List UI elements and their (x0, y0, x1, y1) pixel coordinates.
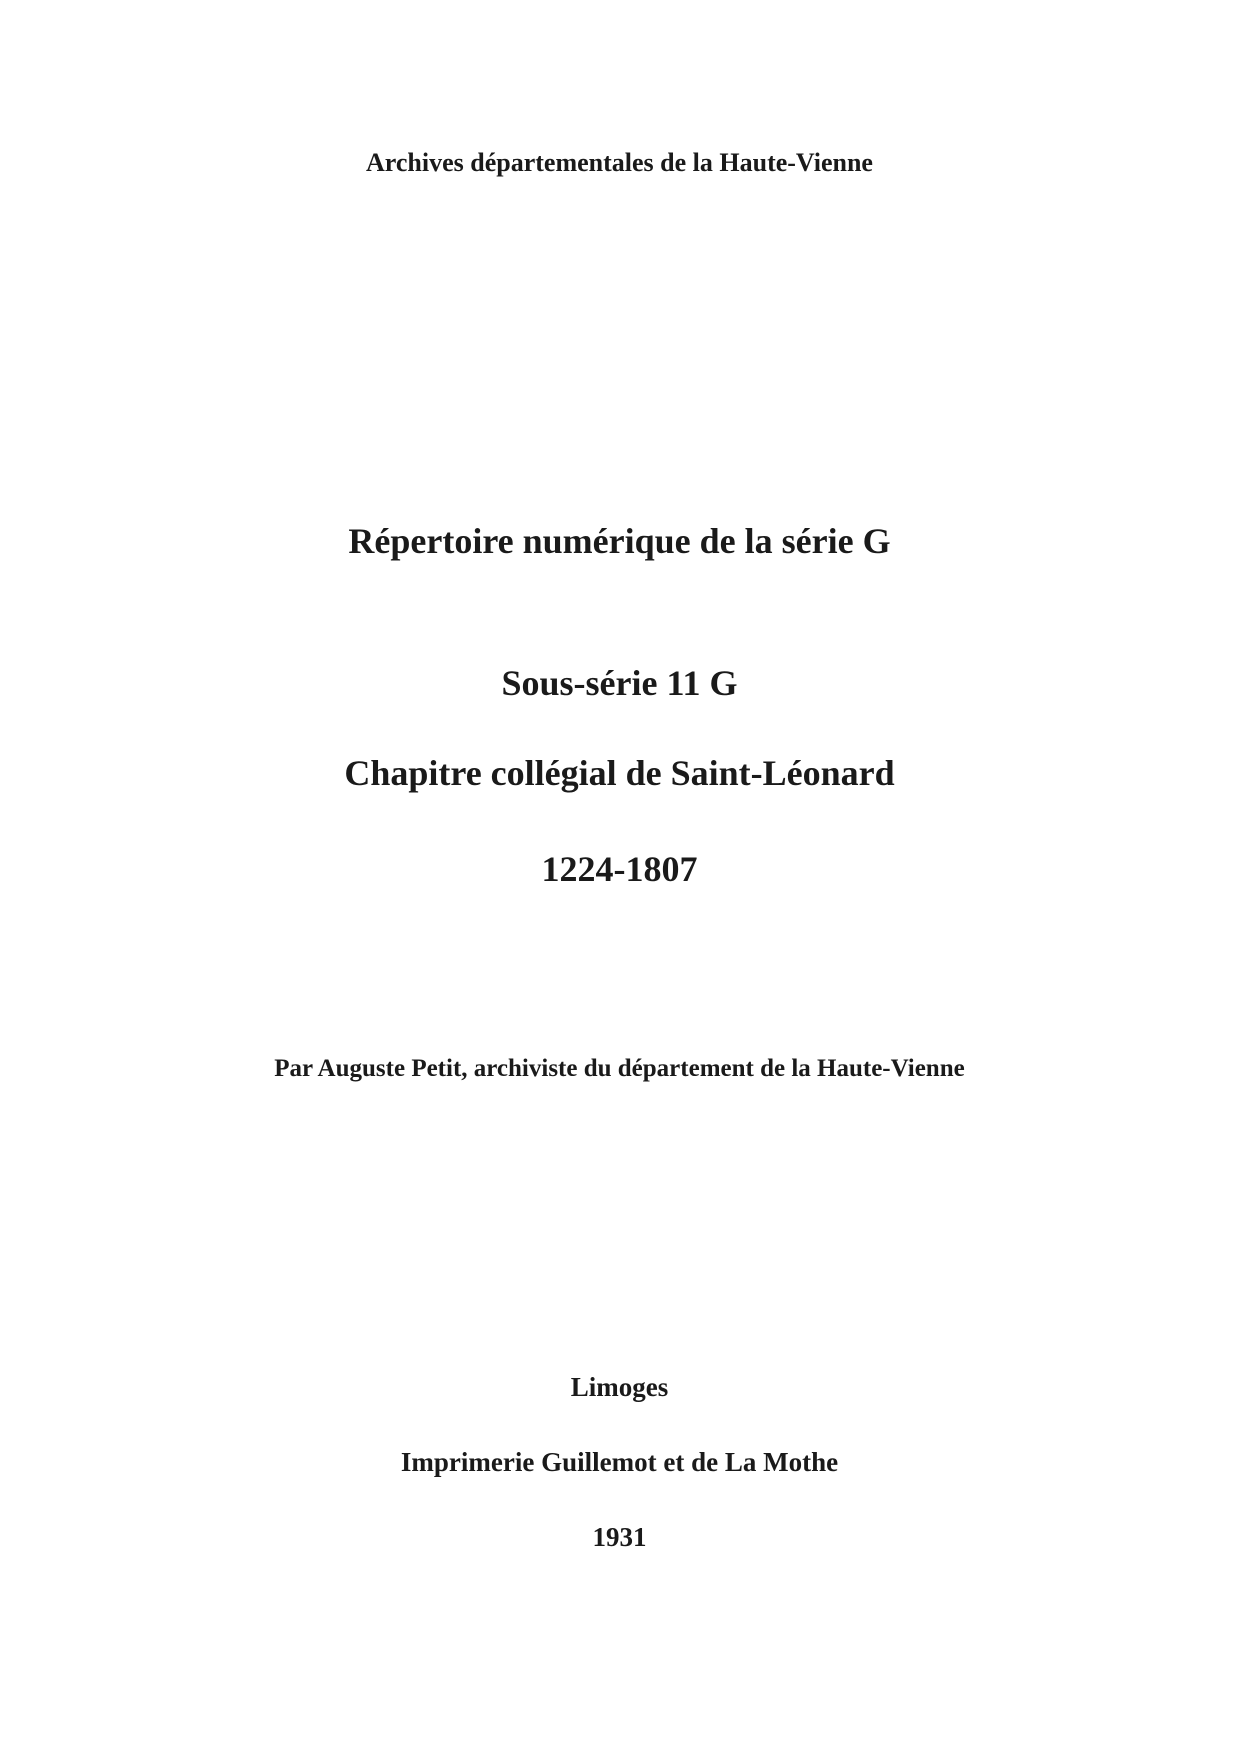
imprint-printer: Imprimerie Guillemot et de La Mothe (400, 1447, 839, 1477)
author-credit: Par Auguste Petit, archiviste du département de la Haute-Vienne (274, 1055, 965, 1082)
document-title: Répertoire numérique de la série G (348, 521, 891, 561)
date-range: 1224-1807 (541, 849, 698, 889)
imprint-year: 1931 (592, 1522, 647, 1552)
subject-heading: Chapitre collégial de Saint-Léonard (344, 753, 895, 793)
imprint-city: Limoges (570, 1372, 669, 1402)
institution-name: Archives départementales de la Haute-Vienne (366, 148, 873, 177)
subseries-heading: Sous-série 11 G (501, 663, 738, 703)
